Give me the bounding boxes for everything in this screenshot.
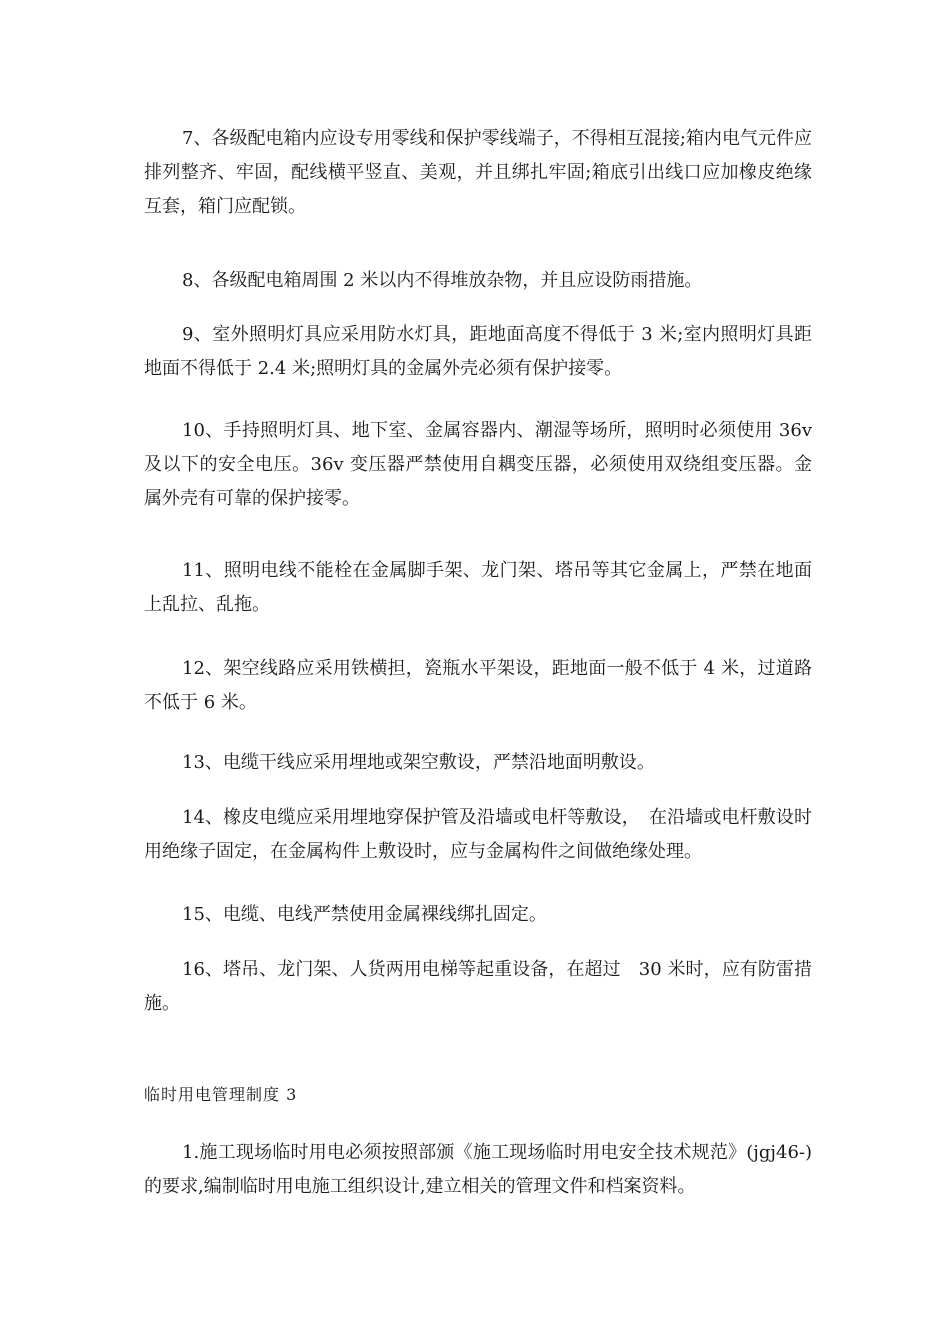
paragraph-15-text: 15、电缆、电线严禁使用金属裸线绑扎固定。 [182,904,547,925]
paragraph-12-text: 12、架空线路应采用铁横担，瓷瓶水平架设，距地面一般不低于 4 米，过道路不低于 6 米。 [144,658,812,713]
paragraph-10 [144,414,812,516]
final-paragraph [144,1136,812,1204]
paragraph-7-text: 7、各级配电箱内应设专用零线和保护零线端子，不得相互混接;箱内电气元件应排列整齐、牢固，配线横平竖直、美观，并且绑扎牢固;箱底引出线口应加橡皮绝缘互套，箱门应配锁。 [144,128,812,217]
paragraph-13 [144,746,812,780]
paragraph-15 [144,898,812,932]
paragraph-16 [144,953,812,1021]
paragraph-11-text: 11、照明电线不能栓在金属脚手架、龙门架、塔吊等其它金属上，严禁在地面上乱拉、乱拖。 [144,560,812,615]
paragraph-9 [144,318,812,386]
paragraph-12 [144,652,812,720]
paragraph-14 [144,801,812,869]
paragraph-11 [144,554,812,622]
paragraph-10-text: 10、手持照明灯具、地下室、金属容器内、潮湿等场所，照明时必须使用 36v 及以下的安全电压。36v 变压器严禁使用自耦变压器，必须使用双绕组变压器。金属外壳有可靠的保护接零。 [144,420,812,509]
paragraph-7 [144,122,812,224]
paragraph-8-text: 8、各级配电箱周围 2 米以内不得堆放杂物，并且应设防雨措施。 [182,270,703,291]
section-heading: 临时用电管理制度 3 [144,1085,298,1104]
paragraph-8 [144,264,812,298]
paragraph-13-text: 13、电缆干线应采用埋地或架空敷设，严禁沿地面明敷设。 [182,752,655,773]
final-paragraph-text: 1.施工现场临时用电必须按照部颁《施工现场临时用电安全技术规范》(jgj46-)的要求,编制临时用电施工组织设计,建立相关的管理文件和档案资料。 [144,1142,812,1197]
paragraph-9-text: 9、室外照明灯具应采用防水灯具，距地面高度不得低于 3 米;室内照明灯具距地面不得低于 2.4 米;照明灯具的金属外壳必须有保护接零。 [144,324,812,379]
paragraph-16-text: 16、塔吊、龙门架、人货两用电梯等起重设备，在超过 30 米时，应有防雷措施。 [144,959,812,1014]
paragraph-14-text: 14、橡皮电缆应采用埋地穿保护管及沿墙或电杆等敷设， 在沿墙或电杆敷设时用绝缘子固定，在金属构件上敷设时，应与金属构件之间做绝缘处理。 [144,807,812,862]
